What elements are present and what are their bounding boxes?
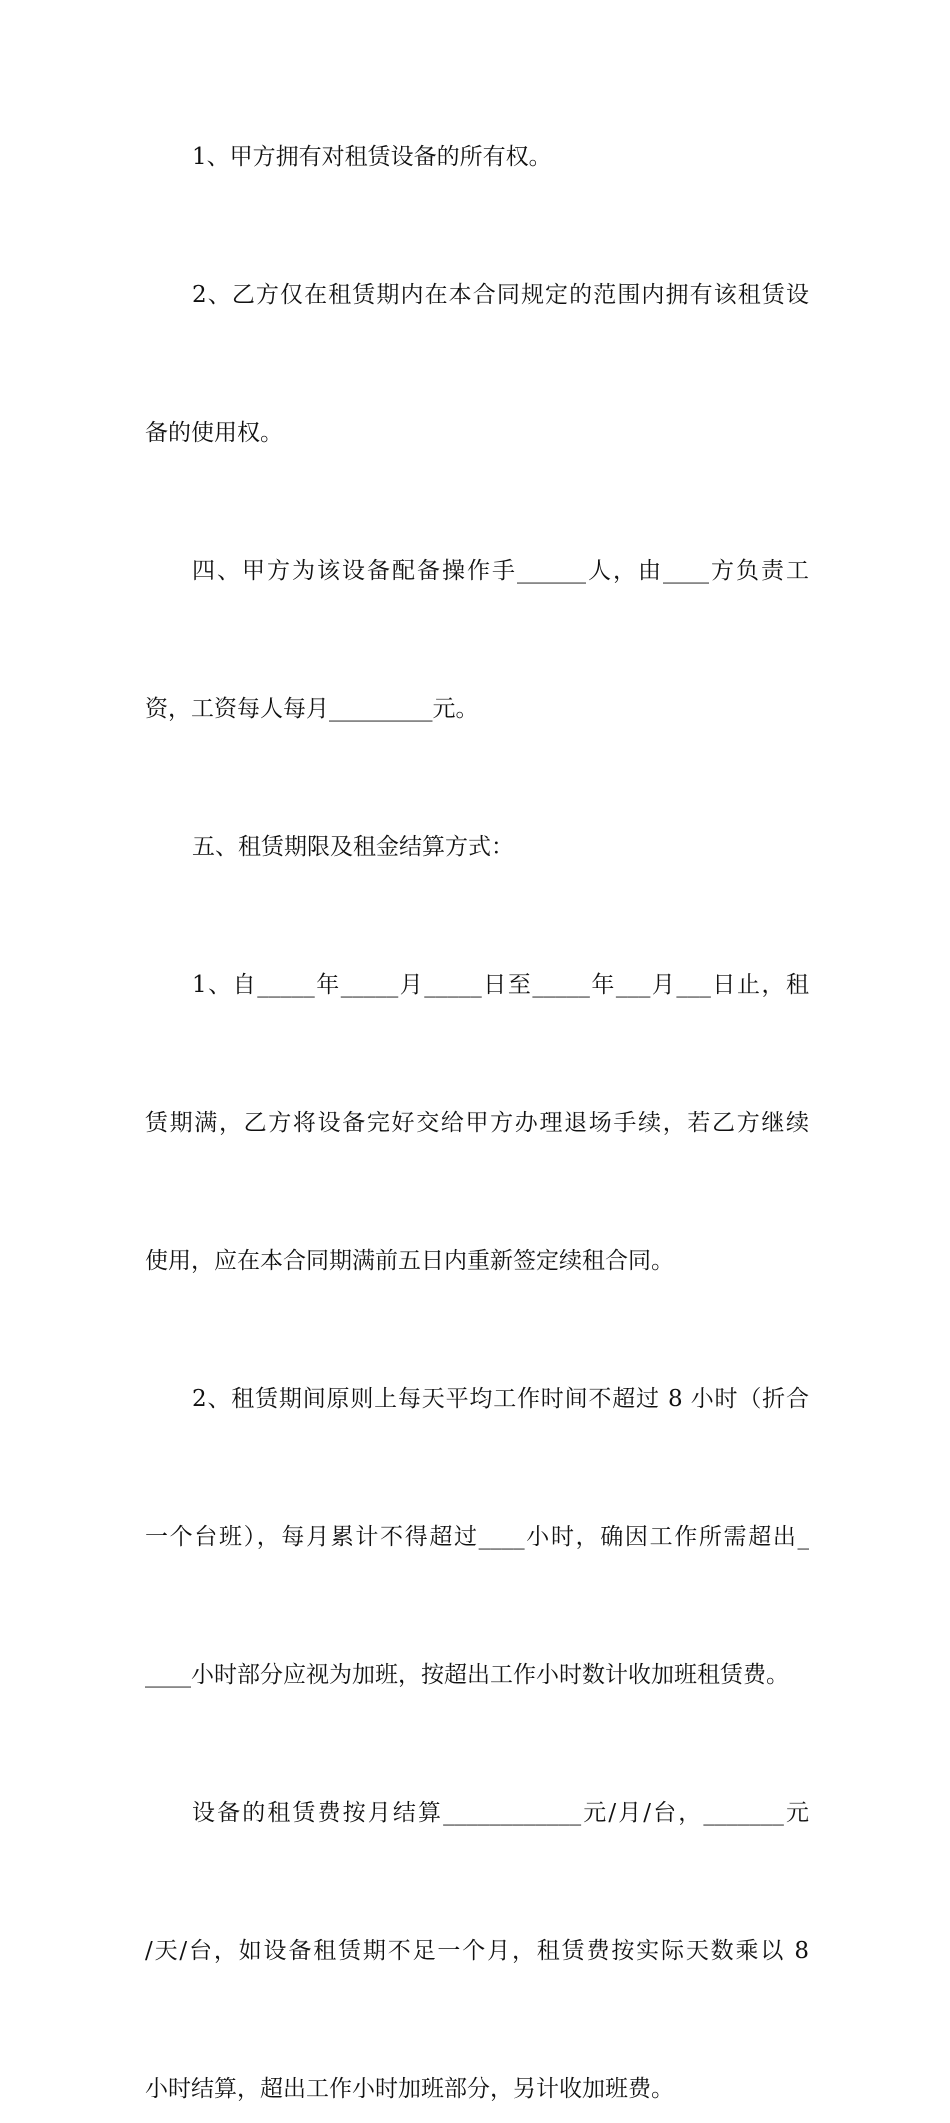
rental-fee-line-1: 设备的租赁费按月结算____________元/月/台，_______元: [192, 1800, 809, 1826]
rental-fee-line-3: 小时结算，超出工作小时加班部分，另计收加班费。: [145, 2076, 674, 2102]
paragraph-gap: [145, 1985, 809, 2055]
rental-fee-line-2: /天/台，如设备租赁期不足一个月，租赁费按实际天数乘以 8: [145, 1938, 809, 1964]
clause-2-usage-line-2: 备的使用权。: [145, 420, 283, 446]
section-5-clause-2-line-3: ____小时部分应视为加班，按超出工作小时数计收加班租赁费。: [145, 1662, 789, 1688]
clause-2-usage-line-1: 2、乙方仅在租赁期内在本合同规定的范围内拥有该租赁设: [192, 282, 809, 308]
document-body: [145, 123, 809, 2123]
paragraph-gap: [145, 1019, 809, 1089]
paragraph-gap: [145, 1157, 809, 1227]
paragraph-gap: [145, 743, 809, 813]
paragraph-gap: [145, 1709, 809, 1779]
paragraph-gap: [145, 605, 809, 675]
paragraph-gap: [145, 1571, 809, 1641]
section-4-operator-line-2: 资，工资每人每月_________元。: [145, 696, 479, 722]
paragraph-gap: [145, 191, 809, 261]
paragraph-gap: [145, 1847, 809, 1917]
section-5-clause-2-line-1: 2、租赁期间原则上每天平均工作时间不超过 8 小时（折合: [192, 1386, 809, 1412]
section-5-heading: 五、租赁期限及租金结算方式：: [192, 834, 514, 860]
paragraph-gap: [145, 1295, 809, 1365]
paragraph-gap: [145, 881, 809, 951]
section-5-clause-1-line-1: 1、自_____年_____月_____日至_____年___月___日止，租: [192, 972, 809, 998]
section-4-operator-line-1: 四、甲方为该设备配备操作手______人，由____方负责工: [192, 558, 809, 584]
paragraph-gap: [145, 467, 809, 537]
paragraph-gap: [145, 1433, 809, 1503]
clause-1-ownership: 1、甲方拥有对租赁设备的所有权。: [192, 144, 552, 170]
section-5-clause-1-line-3: 使用，应在本合同期满前五日内重新签定续租合同。: [145, 1248, 674, 1274]
section-5-clause-1-line-2: 赁期满，乙方将设备完好交给甲方办理退场手续，若乙方继续: [145, 1110, 809, 1136]
section-5-clause-2-line-2: 一个台班），每月累计不得超过____小时，确因工作所需超出_: [145, 1524, 809, 1550]
paragraph-gap: [145, 329, 809, 399]
